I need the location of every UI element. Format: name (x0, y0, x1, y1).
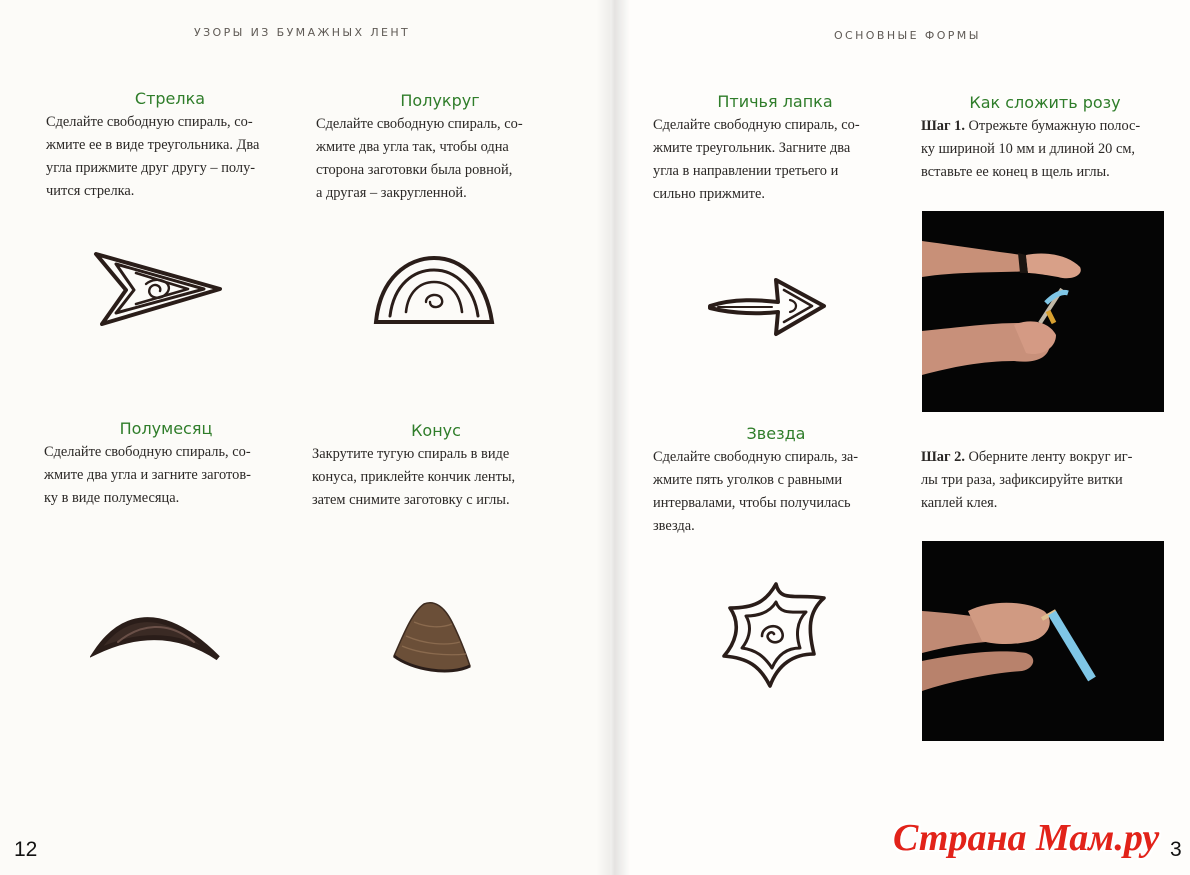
text-line: звезда. (653, 518, 695, 534)
section-text-bird-foot (653, 114, 903, 206)
text-line: лы три раза, зафиксируйте витки (921, 472, 1123, 488)
text-line: вставьте ее конец в щель иглы. (921, 164, 1110, 180)
text-line: ку шириной 10 мм и длиной 20 см, (921, 141, 1136, 157)
text-line: чится стрелка. (46, 183, 135, 199)
arrow-quilling-shape (86, 240, 232, 332)
text-line (921, 115, 1171, 138)
section-text-arrow (46, 111, 296, 203)
bird-foot-quilling-shape (704, 272, 830, 344)
text-line: интервалами, чтобы получилась (653, 495, 851, 511)
left-running-head: УЗОРЫ ИЗ БУМАЖНЫХ ЛЕНТ (194, 26, 411, 39)
text-line: Сделайте свободную спираль, со- (46, 114, 253, 130)
text-line: Сделайте свободную спираль, со- (653, 117, 860, 133)
crescent-quilling-shape (90, 596, 226, 666)
text-line: жмите два угла и загните заготов- (44, 467, 251, 483)
section-title-semicircle: Полукруг (400, 91, 480, 110)
right-running-head: ОСНОВНЫЕ ФОРМЫ (834, 29, 981, 42)
rose-step1-text (921, 115, 1171, 184)
cone-quilling-shape (390, 596, 474, 680)
text-line: конуса, приклейте кончик ленты, (312, 469, 516, 485)
section-title-rose: Как сложить розу (969, 93, 1121, 112)
section-title-cone: Конус (411, 421, 461, 440)
text-line: затем снимите заготовку с иглы. (312, 492, 510, 508)
text-line: каплей клея. (921, 495, 998, 511)
text-line: Закрутите тугую спираль в виде (312, 446, 510, 462)
text-line: жмите пять уголков с равными (653, 472, 843, 488)
text-line: ку в виде полумесяца. (44, 490, 180, 506)
section-text-semicircle (316, 113, 576, 205)
site-watermark: Страна Мам.ру (893, 817, 1160, 859)
section-text-crescent (44, 441, 304, 510)
text-line: Сделайте свободную спираль, за- (653, 449, 859, 465)
text-line: сторона заготовки была ровной, (316, 162, 513, 178)
left-page-number: 12 (14, 838, 38, 861)
star-quilling-shape (718, 580, 830, 692)
text-line (921, 446, 1171, 469)
text-line: жмите треугольник. Загните два (653, 140, 851, 156)
hands-with-needle-illustration (922, 211, 1164, 412)
text-line: сильно прижмите. (653, 186, 765, 202)
semicircle-quilling-shape (368, 250, 498, 332)
text-line: жмите два угла так, чтобы одна (316, 139, 509, 155)
step2-label: Шаг 2. (921, 449, 965, 465)
text-line: Сделайте свободную спираль, со- (44, 444, 251, 460)
right-page-number: 3 (1170, 838, 1182, 861)
section-title-bird-foot: Птичья лапка (717, 92, 833, 111)
text-segment: Отрежьте бумажную полос- (964, 118, 1141, 134)
rose-step1-photo (922, 211, 1164, 412)
section-text-star (653, 446, 903, 538)
hands-wrapping-strip-illustration (922, 541, 1164, 741)
section-title-arrow: Стрелка (134, 89, 206, 108)
text-line: жмите ее в виде треугольника. Два (46, 137, 260, 153)
text-line: а другая – закругленной. (316, 185, 467, 201)
section-text-cone (312, 443, 572, 512)
text-line: Сделайте свободную спираль, со- (316, 116, 523, 132)
section-title-star: Звезда (746, 424, 806, 443)
text-segment: Оберните ленту вокруг иг- (964, 449, 1133, 465)
book-spine (596, 0, 630, 875)
rose-step2-photo (922, 541, 1164, 741)
step1-label: Шаг 1. (921, 118, 965, 134)
text-line: угла в направлении третьего и (653, 163, 839, 179)
rose-step2-text (921, 446, 1171, 515)
section-title-crescent: Полумесяц (119, 419, 213, 438)
text-line: угла прижмите друг другу – полу- (46, 160, 256, 176)
